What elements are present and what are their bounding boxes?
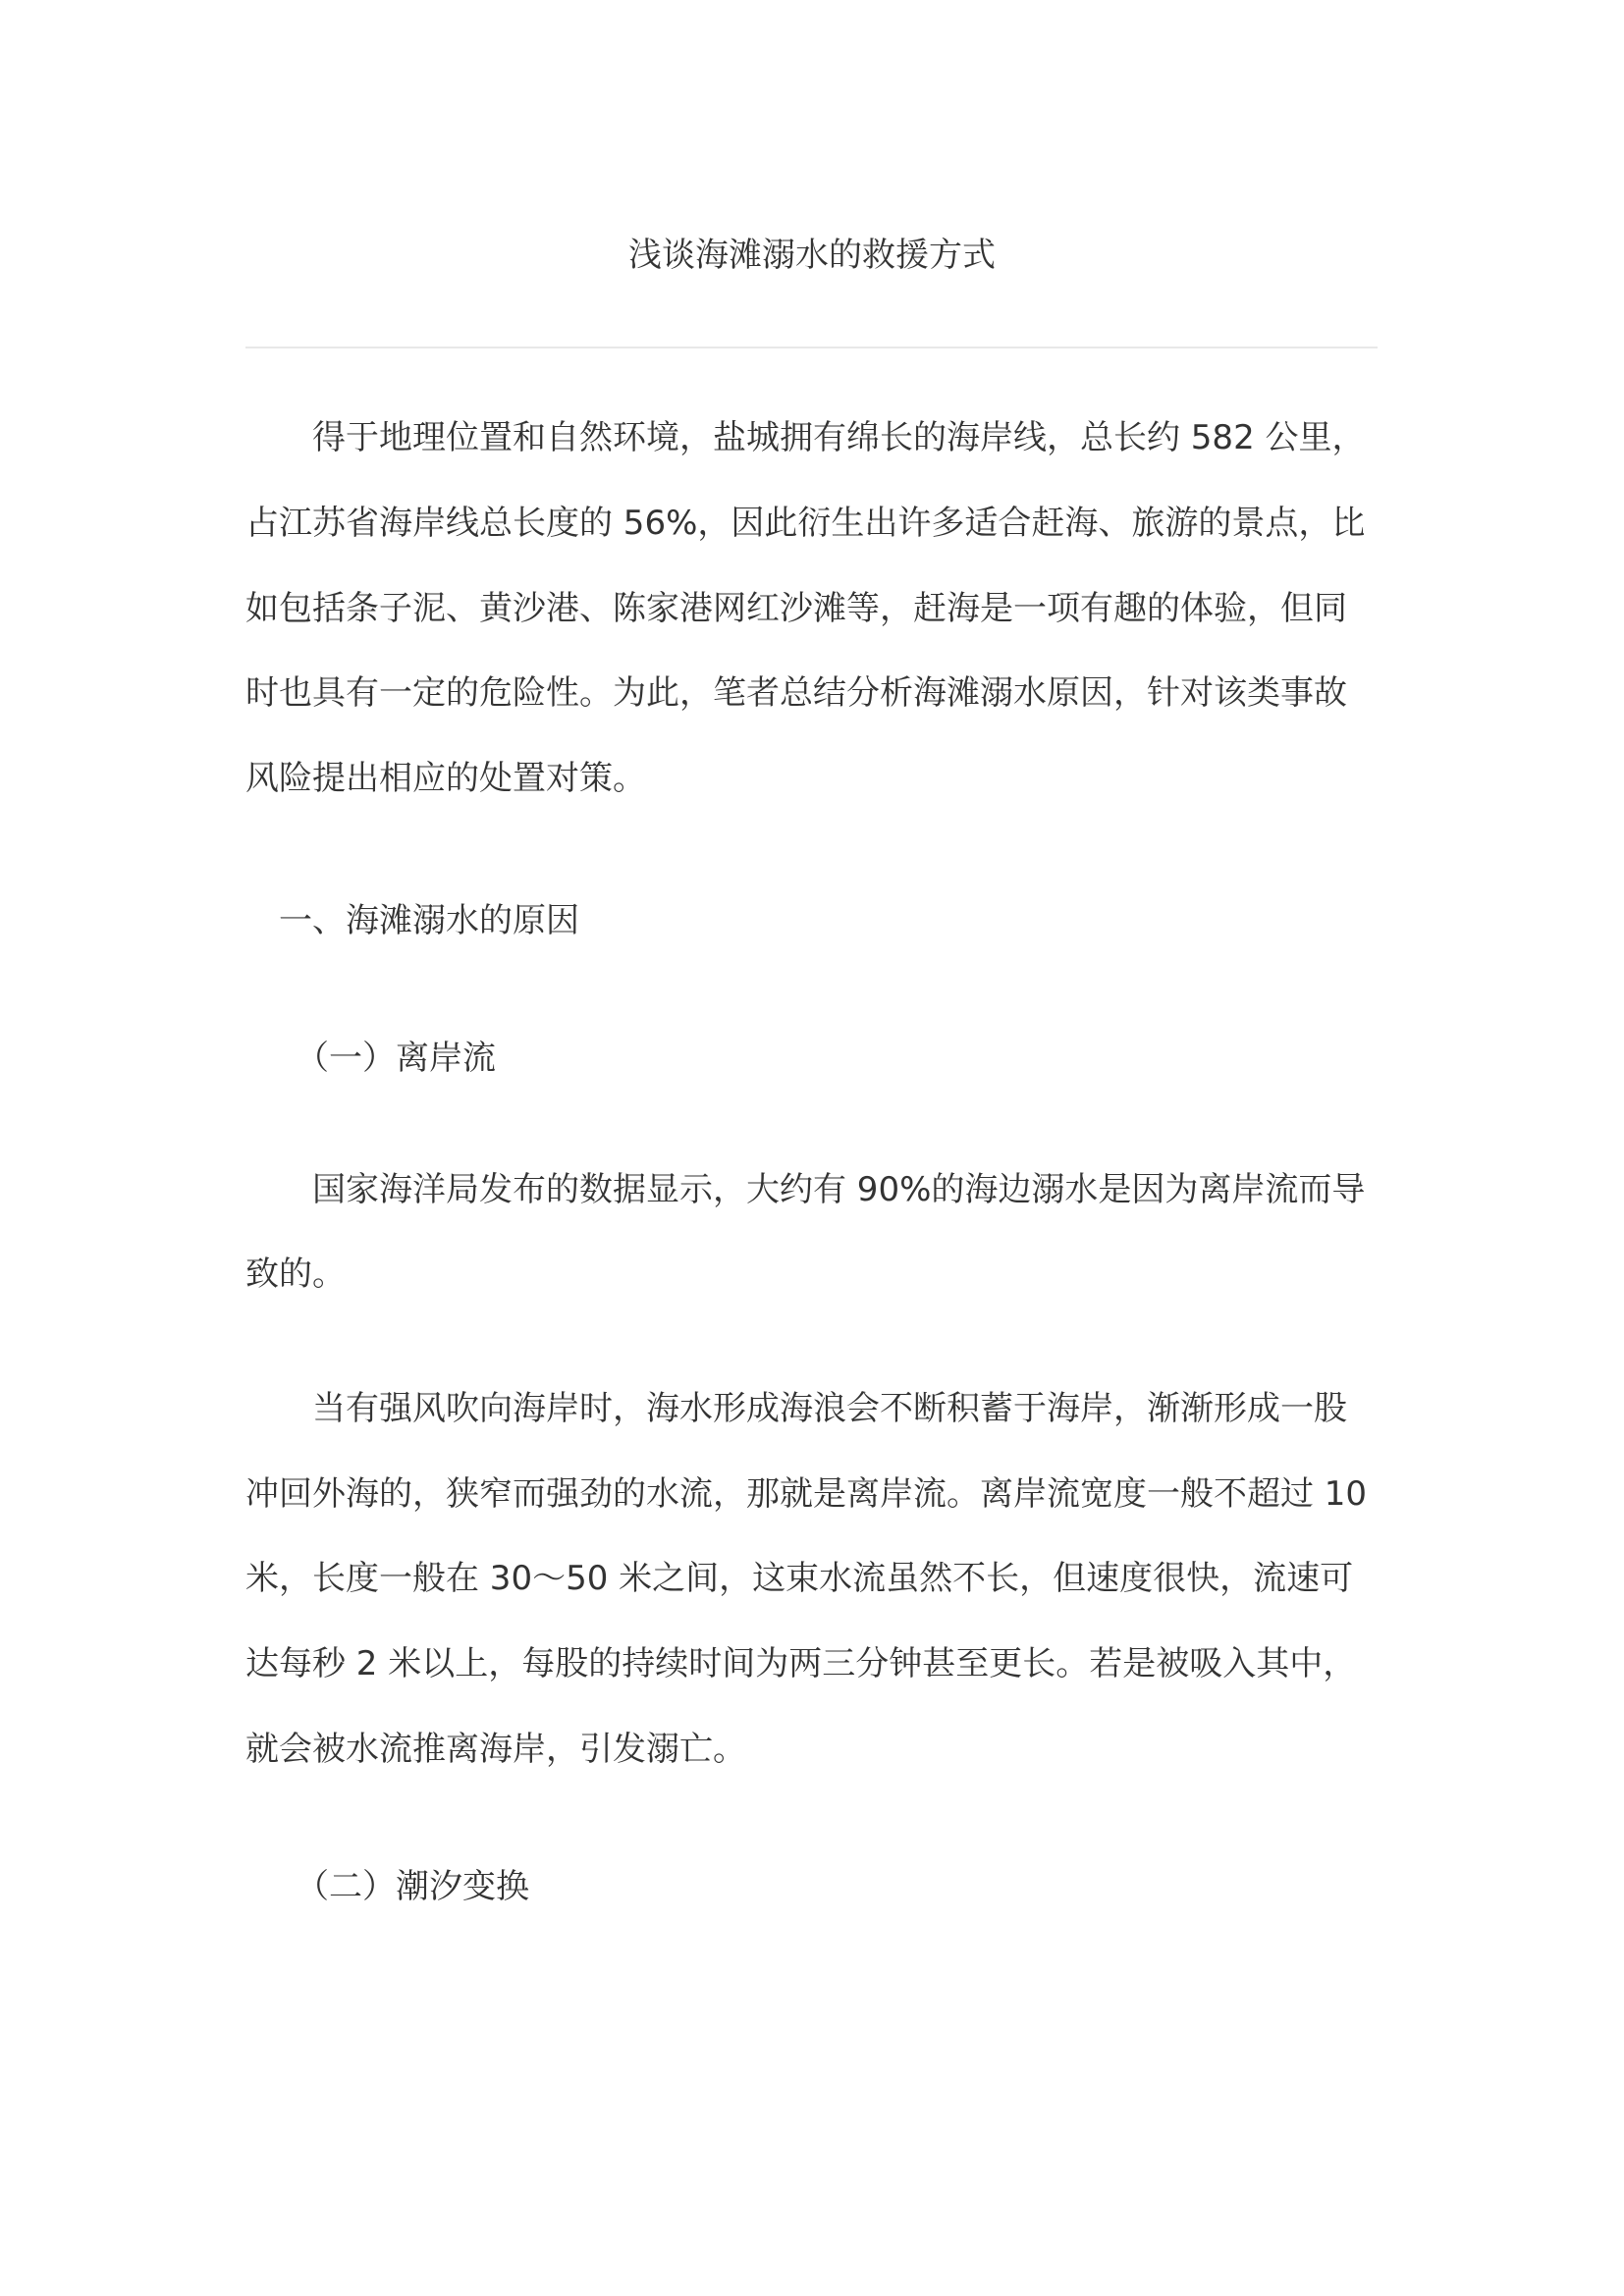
paragraph-intro-line: 风险提出相应的处置对策。 [245, 759, 646, 798]
paragraph-intro-line: 如包括条子泥、黄沙港、陈家港网红沙滩等，赶海是一项有趣的体验，但同 [245, 589, 1347, 628]
paragraph-rip-current-line: 当有强风吹向海岸时，海水形成海浪会不断积蓄于海岸，渐渐形成一股 [245, 1389, 1347, 1428]
paragraph-rip-current-line: 米，长度一般在 30～50 米之间，这束水流虽然不长，但速度很快，流速可 [245, 1559, 1354, 1598]
paragraph-statistics-line: 国家海洋局发布的数据显示，大约有 90%的海边溺水是因为离岸流而导 [245, 1170, 1366, 1209]
title-divider [245, 347, 1378, 348]
document-title: 浅谈海滩溺水的救援方式 [628, 236, 996, 275]
paragraph-statistics-line: 致的。 [245, 1255, 346, 1294]
paragraph-rip-current-line: 达每秒 2 米以上，每股的持续时间为两三分钟甚至更长。若是被吸入其中， [245, 1644, 1357, 1683]
section-subheading: （一）离岸流 [245, 1039, 496, 1078]
section-subheading: （二）潮汐变换 [245, 1867, 529, 1906]
paragraph-intro-line: 得于地理位置和自然环境，盐城拥有绵长的海岸线，总长约 582 公里， [245, 418, 1366, 457]
paragraph-intro-line: 时也具有一定的危险性。为此，笔者总结分析海滩溺水原因，针对该类事故 [245, 673, 1347, 713]
paragraph-rip-current-line: 就会被水流推离海岸，引发溺亡。 [245, 1730, 746, 1769]
paragraph-rip-current-line: 冲回外海的，狭窄而强劲的水流，那就是离岸流。离岸流宽度一般不超过 10 [245, 1474, 1368, 1514]
section-heading: 一、海滩溺水的原因 [245, 901, 579, 940]
paragraph-intro-line: 占江苏省海岸线总长度的 56%，因此衍生出许多适合赶海、旅游的景点，比 [245, 504, 1366, 543]
